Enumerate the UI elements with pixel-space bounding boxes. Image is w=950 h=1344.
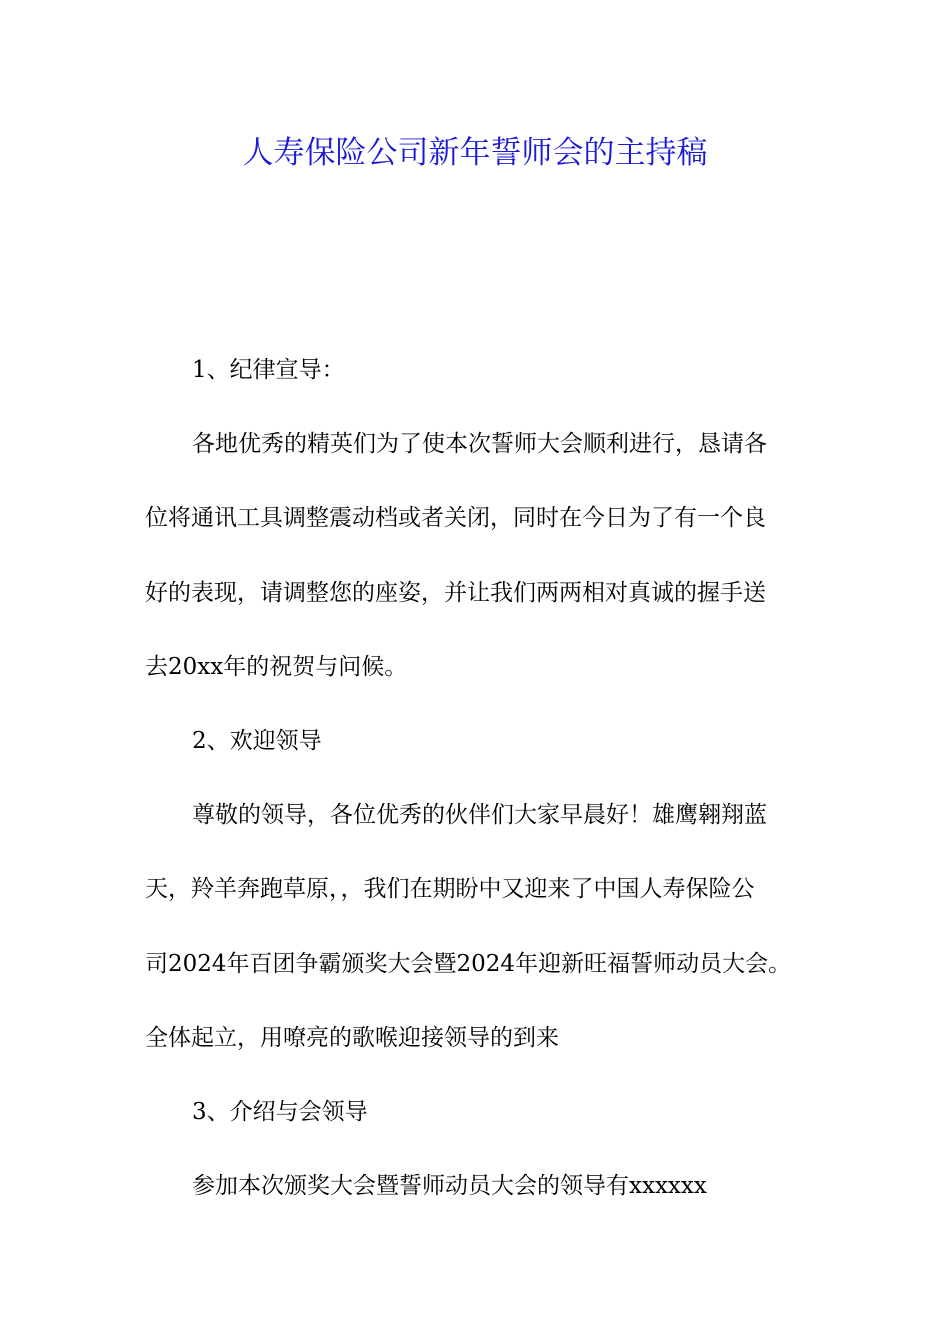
paragraph-line: 司2024年百团争霸颁奖大会暨2024年迎新旺福誓师动员大会。 [145, 950, 792, 977]
document-body [145, 333, 835, 1223]
document-title: 人寿保险公司新年誓师会的主持稿 [242, 135, 708, 171]
paragraph-line: 尊敬的领导，各位优秀的伙伴们大家早晨好！雄鹰翱翔蓝 [192, 802, 767, 829]
paragraph-line: 参加本次颁奖大会暨誓师动员大会的领导有xxxxxx [192, 1173, 707, 1200]
paragraph-line: 天，羚羊奔跑草原，，我们在期盼中又迎来了中国人寿保险公 [145, 876, 755, 903]
paragraph-line: 位将通讯工具调整震动档或者关闭，同时在今日为了有一个良 [145, 505, 766, 532]
section-heading-welcome: 2、欢迎领导 [192, 727, 322, 754]
section-heading-introduce-leaders: 3、介绍与会领导 [192, 1098, 368, 1125]
paragraph-line: 各地优秀的精英们为了使本次誓师大会顺利进行，恳请各 [192, 431, 767, 458]
paragraph-line: 好的表现，请调整您的座姿，并让我们两两相对真诚的握手送 [145, 579, 766, 606]
paragraph-line: 去20xx年的祝贺与问候。 [145, 653, 408, 680]
paragraph-line: 全体起立，用嘹亮的歌喉迎接领导的到来 [145, 1024, 559, 1051]
section-heading-discipline: 1、纪律宣导： [192, 357, 345, 383]
